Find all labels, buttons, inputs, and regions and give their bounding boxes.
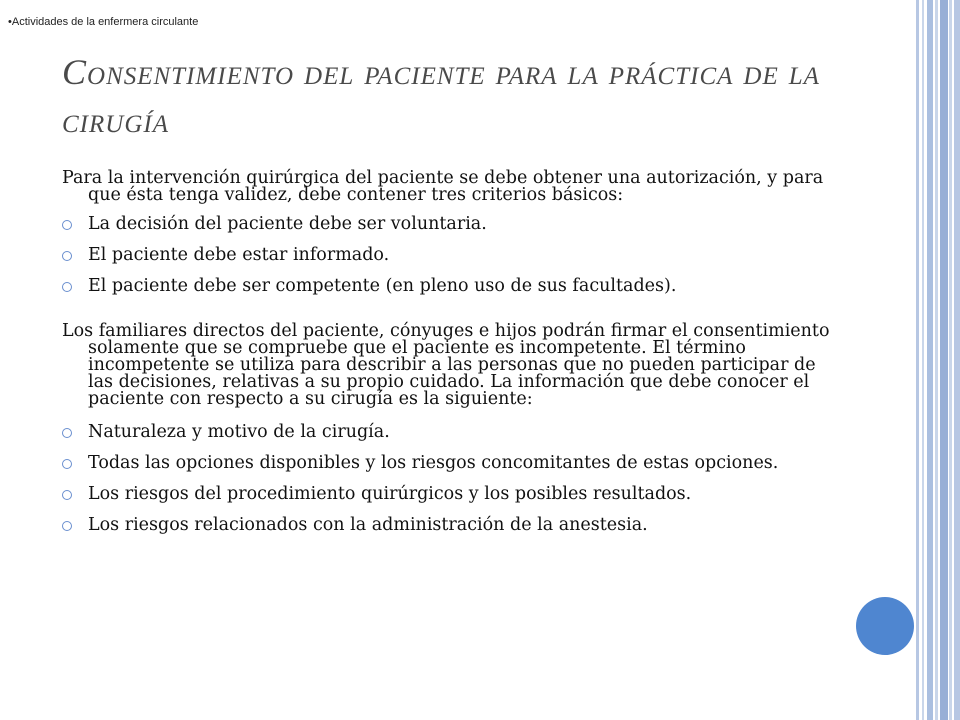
bullet-icon	[62, 251, 72, 261]
list-item: Naturaleza y motivo de la cirugía.	[62, 424, 842, 441]
list-item: El paciente debe ser competente (en pleno uso de sus facultades).	[62, 278, 842, 295]
bullet-icon	[62, 459, 72, 469]
criteria-list	[62, 216, 842, 295]
list-item: Todas las opciones disponibles y los riesgos concomitantes de estas opciones.	[62, 455, 842, 472]
bullet-icon	[62, 521, 72, 531]
decorative-circle	[856, 597, 914, 655]
list-item: Los riesgos del procedimiento quirúrgicos y los posibles resultados.	[62, 486, 842, 503]
intro-paragraph-2: Los familiares directos del paciente, cónyuges e hijos podrán firmar el consentimiento solamente que se compruebe que el paciente es incompetente. El término incompetente se utiliza para describir a las personas que no pueden participar de las decisiones, relativas a su propio cuidado. La información que debe conocer el paciente con respecto a su cirugía es la siguiente:	[62, 321, 830, 409]
slide-content	[62, 170, 842, 548]
bullet-icon	[62, 490, 72, 500]
bullet-icon	[62, 428, 72, 438]
slide-title: Consentimiento del paciente para la práctica de la cirugía	[62, 52, 820, 140]
header-note: •Actividades de la enfermera circulante	[8, 16, 199, 28]
bullet-icon	[62, 220, 72, 230]
list-item: El paciente debe estar informado.	[62, 247, 842, 264]
information-list	[62, 424, 842, 534]
intro-paragraph-1: Para la intervención quirúrgica del paciente se debe obtener una autorización, y para que ésta tenga validez, debe contener tres criterios básicos:	[62, 168, 824, 205]
bullet-icon	[62, 282, 72, 292]
list-item: La decisión del paciente debe ser voluntaria.	[62, 216, 842, 233]
list-item: Los riesgos relacionados con la administración de la anestesia.	[62, 517, 842, 534]
decorative-stripes	[916, 0, 960, 720]
